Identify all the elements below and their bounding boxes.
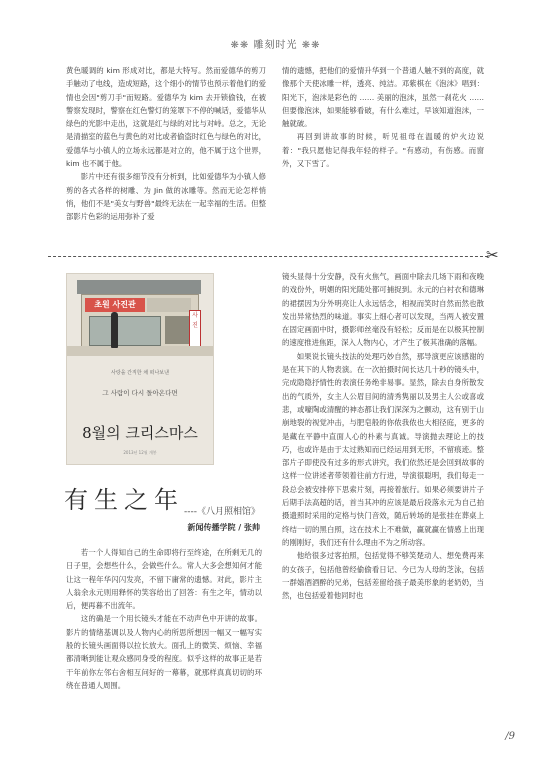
page-number: /9	[505, 731, 515, 742]
poster-vertical-sign: 사진	[189, 310, 201, 352]
paragraph: 他给很多过客拍照，包括觉得不够笑楚动人、想免费再来的女孩子，包括他曾经偷偷看日记、今已为人母的芝泳，包括一群嬉酒酒醉的兄弟，包括差留给孩子最美形象的老奶奶，当然，也包括爱着他同时也	[282, 551, 484, 601]
poster-figure	[111, 312, 118, 348]
poster-tagline-small: 사랑을 간직한 채 떠나보낸	[111, 370, 169, 376]
top-left-column	[66, 64, 266, 224]
article-subtitle: ----《八月照相馆》	[184, 507, 260, 517]
bottom-left-column	[66, 546, 262, 692]
scissors-icon: ✂	[486, 246, 499, 264]
poster-footer: 2013년 12월 개봉	[123, 450, 157, 455]
poster-door	[165, 316, 189, 344]
poster-sign-panel	[147, 298, 191, 312]
paragraph: 镜头显得十分安静，没有火焦气，画面中除去几场下雨和夜晚的戏份外，明媚的阳光随处都可捕捉到。永元的白衬衣和德琳的裙摆因为分外明亮让人永远恬念，相视而笑时自然而然也散发出异常热烈的味道。事实上细心者可以发现，当两人被安置在固定画面中时，摄影师丝毫没有轻松；反而是在以极其控制的速度推进焦距，深入人物内心，才产生了极其准确的落幅。	[282, 272, 484, 348]
section-header	[0, 36, 551, 51]
paragraph: 黄色暖调的 kim 形成对比，都是大特写。然而爱德华的剪刀手触动了电线，造成短路，这个细小的情节也预示着他们的爱情也会因"剪刀手"而短路。爱德华为 kim 去开锁偷钱，在被警察发现时，警察在红色警灯的笼罩下不停的喊话，爱德华从绿色的光影中走出，这就是红与绿的对比与对峙。总之，无论是清描室的蓝色与黄色的对比或者偷盗时红色与绿色的对比，爱德华与小镇人的立场永远都是对立的，他不属于这个世界，kim 也不属于他。	[66, 66, 266, 169]
paragraph: 影片中还有很多细节没有分析到，比如爱德华为小镇人修剪的各式各样的树雕、为 Jin 做的冰雕等。然而无论怎样悄悄，他们不是"美女与野兽"最终无法在一起幸福的生活。但整部影片色彩的运用弥补了爱	[66, 172, 266, 222]
paragraph: 情的遗憾，把他们的爱情升华到一个普通人触不到的高度，就像那个天使冰雕一样，透亮、纯洁。邓紫棋在《泡沫》唱到：阳光下，泡沫是彩色的 …… 美丽的泡沫，虽然一刹花火 …… 但要像泡沫，如果能够看破，有什么难过，早该知道泡沫，一触就破。	[282, 66, 484, 129]
flower-ornament-icon: ❋❋	[230, 40, 250, 51]
poster-title: 8월의 크리스마스	[82, 424, 198, 442]
cut-divider	[48, 256, 488, 257]
poster-window	[89, 316, 161, 346]
paragraph: 再回到讲故事的时候，听见祖母在温暖的炉火边说着："我只愿他记得我年轻的样子。"有感动，有伤感。而窗外，又下雪了。	[282, 132, 484, 169]
poster-tagline: 그 사람이 다시 돌아온다면	[102, 389, 178, 397]
article-author: 新闻传播学院 / 张帅	[187, 523, 260, 532]
paragraph: 这的确是一个用长镜头才能在不动声色中开讲的故事。影片的情绪基调以及人物内心的所思所想因一幅又一幅写实般的长镜头画面得以拉长放大。面孔上的微笑、烦恼、幸福都清晰到能让观众感同身受的程度。似乎这样的故事正是若干年前你左邻右舍相互问好的一幕幕，就那样真真切切的环绕在普通人周围。	[66, 614, 262, 690]
article-title: 有生之年	[64, 486, 184, 514]
paragraph: 若一个人得知自己的生命即将行至终途，在所剩无几的日子里，会想些什么，会做些什么。常人大多会想知何才能让这一程年华闪闪发亮，不留下庸常的遗憾。对此，影片主人翁余永元则用释怀的笑容给出了回答：有生之年，情动以后，便再暮不出流年。	[66, 548, 262, 611]
bottom-right-column	[282, 270, 484, 602]
poster-roof	[77, 280, 201, 294]
poster-ground	[67, 346, 213, 356]
section-title: 雕刻时光	[253, 40, 298, 51]
top-right-column	[282, 64, 484, 170]
flower-ornament-icon: ❋❋	[301, 40, 321, 51]
paragraph: 如果说长镜头技法的处理巧妙自然，那导演更应该感谢的是在其下的人物表演。在一次拍摄时间长达几十秒的镜头中，完成隐隐抒情性的表演任务绝非易事。显然，除去自身所散发出的气质外，女主人公眉目间的清秀隽丽以及男主人公或喜或悲，或嚎陶或清醒的神态都让我们深深为之颤动，这有别于山崩地裂的视觉冲击，与肥皂般的你侬我侬也大相径庭，更多的是藏在平静中直面人心的朴素与真诚。导演抛去理论上的技巧，也或许是由于太过熟知而已经运用到无形，不留痕迹。整部片子即使没有过多的形式讲究，我们依然还是会回到故事的这样一位讲述者带领着往前方行进，导演很聪明，我们每走一段总会被安排停下思索片刻，再接着旅行。如果必须要讲片子后期手法高超的话，首当其冲的应该是最后段落永元为自己拍摄遗照时采用的定格与快门音效，随后转场的是张挂在葬桌上终结一切的黑白照，这在技术上不难做，赢就赢在情感上出现的刚刚好，我们还有什么理由不为之所动容。	[282, 351, 484, 547]
movie-poster	[66, 273, 214, 465]
poster-shop-sign: 초원 사진관	[85, 298, 145, 312]
